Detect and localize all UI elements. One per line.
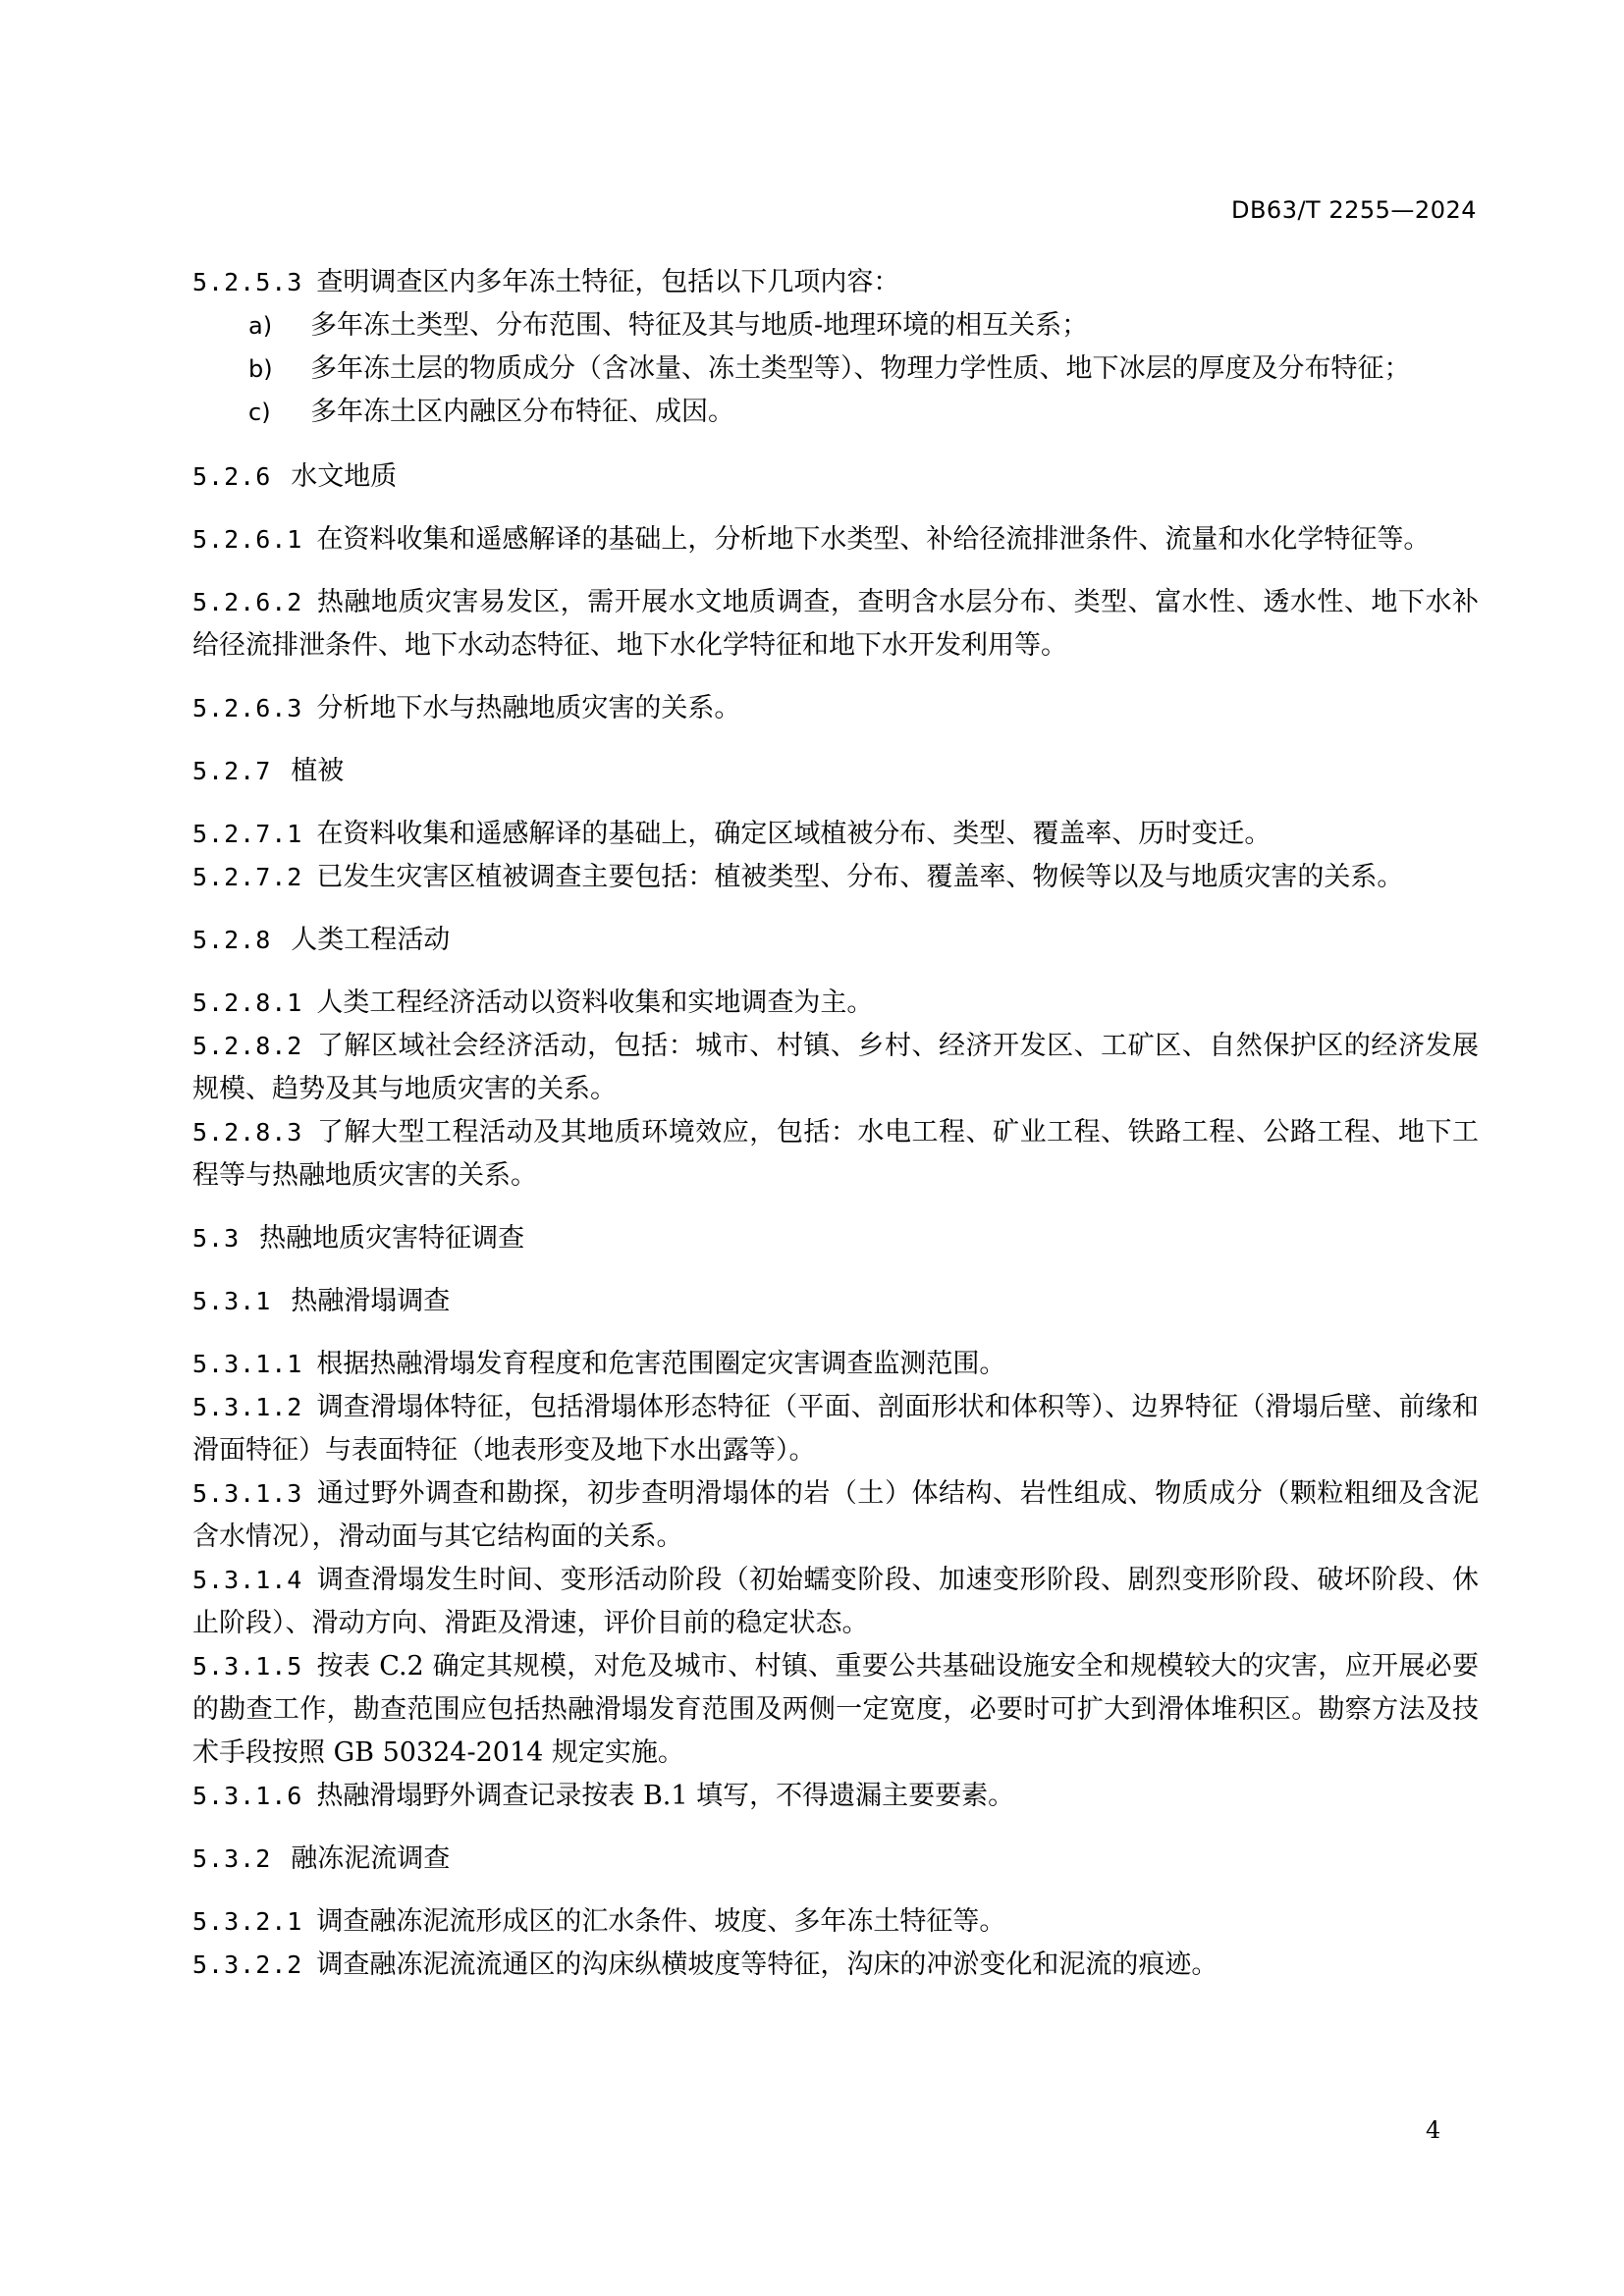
list-item <box>192 347 1479 391</box>
section-title: 植被 <box>291 756 345 786</box>
clause-5-2-5-3 <box>192 261 1479 304</box>
clause-text: 热融滑塌野外调查记录按表 B.1 填写，不得遗漏主要要素。 <box>316 1781 1015 1811</box>
clause-text: 热融地质灾害易发区，需开展水文地质调查，查明含水层分布、类型、富水性、透水性、地下水补给径流排泄条件、地下水动态特征、地下水化学特征和地下水开发利用等。 <box>192 587 1479 661</box>
clause-number: 5.2.6.2 <box>192 588 303 616</box>
section-heading-5-3-2 <box>192 1838 1479 1881</box>
clause-number: 5.2.6.3 <box>192 694 303 722</box>
clause-5-2-6-3 <box>192 687 1479 730</box>
clause-number: 5.2.7.1 <box>192 820 303 848</box>
document-body <box>192 261 1479 1987</box>
section-title: 水文地质 <box>291 461 398 492</box>
clause-number: 5.3.1.5 <box>192 1652 303 1681</box>
list-item <box>192 304 1479 347</box>
clause-5-3-1-3 <box>192 1472 1479 1559</box>
section-number: 5.3 <box>192 1224 241 1253</box>
clause-text: 已发生灾害区植被调查主要包括：植被类型、分布、覆盖率、物候等以及与地质灾害的关系。 <box>316 862 1404 892</box>
section-title: 融冻泥流调查 <box>291 1843 451 1874</box>
section-heading-5-2-6 <box>192 455 1479 499</box>
clause-number: 5.3.1.6 <box>192 1782 303 1810</box>
list-item-text: 多年冻土层的物质成分（含冰量、冻土类型等）、物理力学性质、地下冰层的厚度及分布特征； <box>310 353 1411 384</box>
section-title: 人类工程活动 <box>291 925 451 955</box>
clause-number: 5.2.6.1 <box>192 525 303 554</box>
clause-5-2-8-2 <box>192 1025 1479 1111</box>
clause-number: 5.2.8.3 <box>192 1118 303 1147</box>
clause-text: 了解大型工程活动及其地质环境效应，包括：水电工程、矿业工程、铁路工程、公路工程、地下工程等与热融地质灾害的关系。 <box>192 1117 1479 1191</box>
clause-text: 按表 C.2 确定其规模，对危及城市、村镇、重要公共基础设施安全和规模较大的灾害，应开展必要的勘查工作，勘查范围应包括热融滑塌发育范围及两侧一定宽度，必要时可扩大到滑体堆积区。勘察方法及技术手段按照 GB 50324-2014 规定实施。 <box>192 1651 1479 1768</box>
clause-5-2-8-1 <box>192 982 1479 1025</box>
section-heading-5-3 <box>192 1217 1479 1260</box>
clause-number: 5.3.1.3 <box>192 1479 303 1508</box>
clause-5-2-6-1 <box>192 518 1479 561</box>
list-item-text: 多年冻土类型、分布范围、特征及其与地质-地理环境的相互关系； <box>310 310 1089 341</box>
clause-number: 5.2.8.1 <box>192 988 303 1017</box>
clause-5-3-1-6 <box>192 1775 1479 1818</box>
clause-5-2-7-2 <box>192 856 1479 899</box>
clause-text: 根据热融滑塌发育程度和危害范围圈定灾害调查监测范围。 <box>316 1349 1006 1379</box>
section-heading-5-3-1 <box>192 1280 1479 1323</box>
clause-number: 5.2.7.2 <box>192 863 303 891</box>
clause-text: 调查滑塌体特征，包括滑塌体形态特征（平面、剖面形状和体积等）、边界特征（滑塌后壁、前缘和滑面特征）与表面特征（地表形变及地下水出露等）。 <box>192 1392 1479 1466</box>
clause-number: 5.3.1.2 <box>192 1393 303 1421</box>
section-heading-5-2-7 <box>192 750 1479 793</box>
section-number: 5.2.6 <box>192 462 272 491</box>
clause-text: 在资料收集和遥感解译的基础上，分析地下水类型、补给径流排泄条件、流量和水化学特征等。 <box>316 524 1431 555</box>
clause-text: 分析地下水与热融地质灾害的关系。 <box>316 693 741 723</box>
section-number: 5.3.2 <box>192 1844 272 1873</box>
list-item-label: c) <box>248 399 271 426</box>
clause-number: 5.3.2.2 <box>192 1950 303 1979</box>
section-number: 5.2.7 <box>192 757 272 785</box>
section-number: 5.3.1 <box>192 1287 272 1315</box>
clause-5-3-1-1 <box>192 1343 1479 1386</box>
list-item-text: 多年冻土区内融区分布特征、成因。 <box>310 397 734 427</box>
clause-5-2-7-1 <box>192 813 1479 856</box>
section-heading-5-2-8 <box>192 919 1479 962</box>
clause-number: 5.2.8.2 <box>192 1032 303 1060</box>
section-title: 热融地质灾害特征调查 <box>259 1223 525 1254</box>
clause-text: 调查融冻泥流流通区的沟床纵横坡度等特征，沟床的冲淤变化和泥流的痕迹。 <box>316 1949 1218 1980</box>
document-code: DB63/T 2255—2024 <box>1230 196 1477 224</box>
clause-text: 了解区域社会经济活动，包括：城市、村镇、乡村、经济开发区、工矿区、自然保护区的经济发展规模、趋势及其与地质灾害的关系。 <box>192 1031 1479 1104</box>
section-title: 热融滑塌调查 <box>291 1286 451 1316</box>
clause-text: 查明调查区内多年冻土特征，包括以下几项内容： <box>316 267 900 297</box>
clause-number: 5.3.2.1 <box>192 1907 303 1936</box>
clause-5-3-1-4 <box>192 1559 1479 1645</box>
clause-5-2-8-3 <box>192 1111 1479 1198</box>
clause-5-3-2-2 <box>192 1944 1479 1987</box>
clause-text: 在资料收集和遥感解译的基础上，确定区域植被分布、类型、覆盖率、历时变迁。 <box>316 819 1272 849</box>
list-item-label: a) <box>248 312 273 340</box>
clause-5-3-1-5 <box>192 1645 1479 1775</box>
clause-5-3-2-1 <box>192 1900 1479 1944</box>
clause-text: 人类工程经济活动以资料收集和实地调查为主。 <box>316 988 874 1018</box>
clause-text: 调查融冻泥流形成区的汇水条件、坡度、多年冻土特征等。 <box>316 1906 1006 1937</box>
clause-number: 5.3.1.1 <box>192 1350 303 1378</box>
clause-number: 5.2.5.3 <box>192 268 303 296</box>
list-item <box>192 391 1479 434</box>
clause-5-2-6-2 <box>192 581 1479 667</box>
clause-5-3-1-2 <box>192 1386 1479 1472</box>
page-number: 4 <box>1426 2116 1441 2144</box>
section-number: 5.2.8 <box>192 926 272 954</box>
list-item-label: b) <box>248 355 273 383</box>
clause-text: 调查滑塌发生时间、变形活动阶段（初始蠕变阶段、加速变形阶段、剧烈变形阶段、破坏阶段、休止阶段）、滑动方向、滑距及滑速，评价目前的稳定状态。 <box>192 1565 1479 1638</box>
clause-text: 通过野外调查和勘探，初步查明滑塌体的岩（土）体结构、岩性组成、物质成分（颗粒粗细及含泥含水情况），滑动面与其它结构面的关系。 <box>192 1478 1479 1552</box>
clause-number: 5.3.1.4 <box>192 1566 303 1594</box>
